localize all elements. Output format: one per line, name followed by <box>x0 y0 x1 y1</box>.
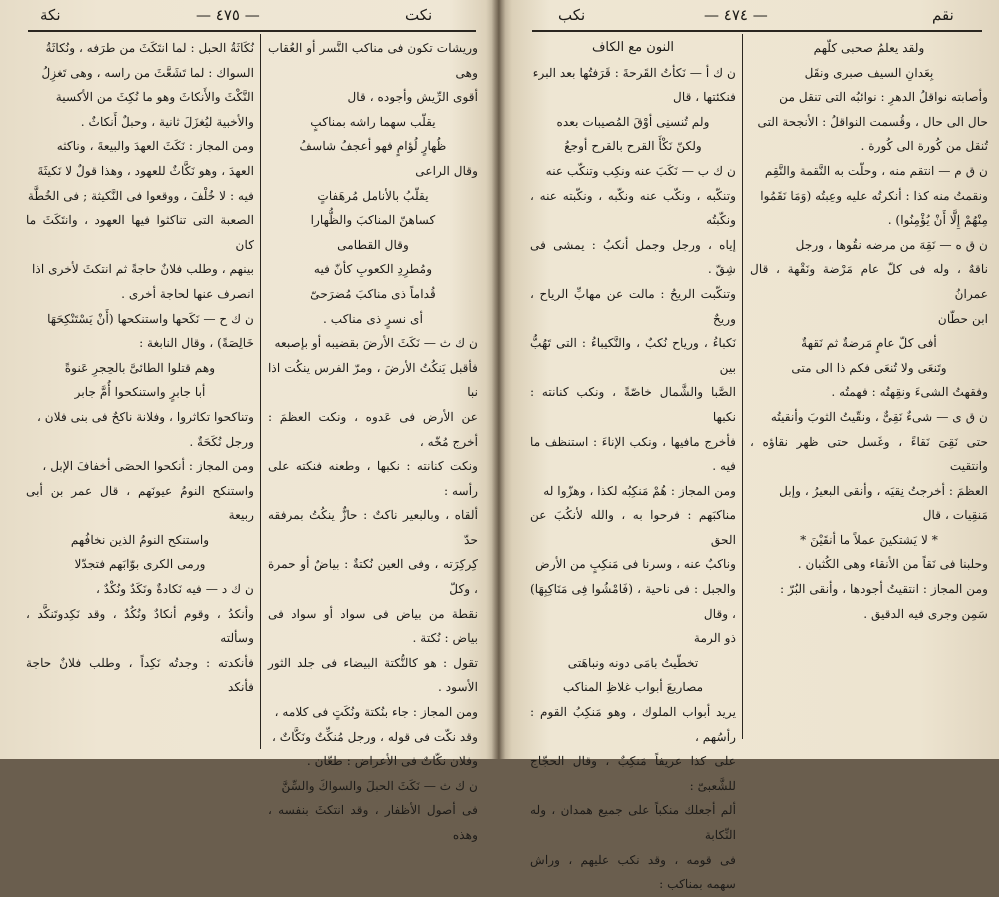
text-line: ن ك أ — نَكأتُ القَرحةَ : قَرَفتُها بعد البرء <box>532 65 736 80</box>
text-line: وتنكّبت الريحُ : مالت عن مهابِّ الرياح ، وريحٌ <box>530 286 736 326</box>
text-line: ورجل نُكَحَةٌ . <box>189 434 254 449</box>
page-number-left: — ٤٧٥ — <box>196 6 260 24</box>
text-line: ن ق م — انتقم منه ، وحلّت به النَّقمة والنَّقِم <box>764 163 988 178</box>
text-line: فيه : لا خُلْفَ ، ووقعوا فى النَّكيثة ; فى الخُطَّة <box>27 188 254 203</box>
text-line: وقال الراعى <box>415 163 478 178</box>
text-line: قُداماً ذى مناكبَ مُضرَحىّ <box>310 286 436 301</box>
text-line: ألم أجعلك منكباً على جميع همدان ، وله النِّكابة <box>530 803 736 842</box>
text-line: يقلّب سهما راشه بمناكبٍ <box>310 114 436 129</box>
text-line: الصَّبا والشَّمال خاصّةً ، ونكب كنانته : نكبها <box>530 385 736 424</box>
text-line: الصعبة التى تناكثوا فيها العهود ، وانتَكَثَ ما كان <box>26 213 254 252</box>
column-divider <box>742 34 743 739</box>
text-line: فأقبل يَنكُتُ الأرضَ ، ومرّ الفرس ينكُت اذا نبا <box>268 360 478 400</box>
text-line: ألقاه ، وبالبعير ناكتٌ : حازٌّ ينكُتُ بمرفقه حدّ <box>268 508 478 547</box>
text-line: والجبل : فى ناحية ، (فَامْشُوا فِى مَنَاكِبِهَا) ، وقال <box>530 582 736 621</box>
text-line: نقطة من بياض فى سواد أو سواد فى بياض : نُكتة . <box>268 606 478 646</box>
text-line: مِنْهُمْ إِلَّا أَنْ يُؤْمِنُوا) . <box>887 213 988 228</box>
left-page <box>0 0 497 842</box>
text-line: واستنكح النومُ عيونَهم ، قال عمر بن أبى ربيعة <box>26 483 254 523</box>
text-line: ومن المجاز : هُمْ مَنكِبُه لكذا ، وهزّوا له <box>543 483 736 498</box>
text-line: وهم قتلوا الطائىَّ بالحِجرِ عَنوةً <box>64 360 216 375</box>
text-line: ن ق ه — نَقِهَ من مرضه نقُوها ، ورجل <box>795 237 988 252</box>
text-line: ولقد يعلمُ صحبى كلّهم <box>813 41 925 55</box>
text-line: وقال القطامى <box>337 237 409 252</box>
text-line: مَنقِيات ، قال <box>922 508 988 523</box>
text-line: وتَنعَى ولا تُنعَى فكم ذا الى متى <box>791 360 947 375</box>
text-line: تُنقل من كُورة الى كُورة . <box>860 139 988 154</box>
text-line: النون مع الكاف <box>591 40 675 55</box>
text-line: سَمِن وجرى فيه الدقيق . <box>863 606 988 621</box>
text-line: ونقمتُ منه كذا : أنكرتُه عليه وعِبتُه (وَمَا نَقَمُوا <box>760 188 988 203</box>
left-page-column-b <box>268 36 478 848</box>
text-line: عن الأرض فى عَدوه ، ونكت العظمَ : أخرج مُخّه ، <box>268 409 478 449</box>
text-line: أبا جابرٍ واستنكحوا أُمَّ جابر <box>74 385 206 400</box>
text-line: ورمى الكرى بوّابَهم فتجدّلا <box>74 557 206 572</box>
page-number-right: — ٤٧٤ — <box>704 6 768 24</box>
text-line: ن ك ب — نَكَبَ عنه ونكِب وتنكّب عنه <box>545 163 736 178</box>
text-line: وتنكّبه ، ونكّب عنه ونكّبه ، ونكّبته عنه ، ونكّبتُه <box>530 188 736 228</box>
text-line: السواك : لما تَشَعَّثَ من راسه ، وهى تَغزِلُ <box>41 65 254 80</box>
text-line: العظمَ : أخرجتُ نِقيَه ، وأنقى البعيرُ ، وإبل <box>779 483 988 498</box>
header-rule <box>532 30 982 32</box>
header-keyword-left: نكة <box>40 6 61 24</box>
text-line: والأخبية ليُغزَلَ ثانية ، وحبلٌ أَنكاثٌ . <box>80 114 254 129</box>
text-line: حال الى حال ، وقُسمت النواقلُ : الأنجحة التى <box>757 114 988 129</box>
text-line: حتى نَقِىَ نَقاءً ، وغَسل حتى ظهر نقاؤه ، وانتقيت <box>750 434 988 474</box>
text-line: النَّكْثَ والأَنكاثَ وهو ما نُكِثَ من الأكسية <box>55 90 254 105</box>
text-line: وحلبنا فى نَقاً من الأنقاء وهى الكُثبان . <box>797 557 988 572</box>
header-rule <box>28 30 476 32</box>
text-line: انصرف عنها لحاجة أخرى . <box>121 286 254 301</box>
text-line: فى أصول الأظفار ، وقد انتكثَ بنفسه ، وهذه <box>268 803 478 842</box>
text-line: ن ك ح — نَكَحها واستنكحها (أَنْ يَسْتَنْكِحَهَا <box>47 311 254 326</box>
text-line: كِركِرَته ، وفى العين نُكتةٌ : بياضٌ أو حمرة ، وكلّ <box>268 557 478 597</box>
text-line: ن ك د — فيه نَكادةٌ ونَكَدٌ ونُكْدٌ ، <box>95 582 254 597</box>
text-line: ن ك ث — نَكَثَ الأرضَ بقضيبه أو بإصبعه <box>274 336 478 351</box>
right-page <box>502 0 999 892</box>
text-line: ناقهٌ ، وله فى كلّ عام مَرْضة ونَقْهة ، قال عمرانُ <box>750 262 988 301</box>
text-line: يقلّبُ بالأنامل مُرهَفاتٍ <box>317 188 429 203</box>
text-line: وريشات تكون فى مناكب النَّسر أو العُقاب وهى <box>268 41 478 80</box>
text-line: وتناكحوا تكاثروا ، وفلانة ناكحٌ فى بنى فلان ، <box>36 409 254 424</box>
text-line: ابن حطّان <box>937 311 988 326</box>
header-keyword-left: نكب <box>558 6 586 24</box>
text-line: ونكت كنانته : نكبها ، وطعنه فنكته على رأسه : <box>268 459 478 498</box>
text-line: تخطّيتُ بامَى دونه ونباهَتى <box>567 655 699 670</box>
text-line: نَكباءُ ، ورياح نُكبٌ ، والنَّكيباءُ : التى تَهُبُّ بين <box>530 336 736 375</box>
text-line: فى قومه ، وقد نكب عليهم ، وراش سهمه بمناكب : <box>530 852 736 892</box>
text-line: أقوى الرِّيش وأجوده ، قال <box>347 90 478 105</box>
text-line: كساهنّ المناكبَ والظُّهارا <box>310 213 436 228</box>
text-line: ذو الرمة <box>693 631 736 646</box>
text-line: فنكئتها ، قال <box>673 90 736 105</box>
header-keyword-right: نقم <box>932 6 954 24</box>
text-line: تقول : هو كالنُّكتة البيضاء فى جلد الثور الأسود . <box>268 655 478 695</box>
text-line: وفلان نكّاتٌ فى الأعراض : طعّان . <box>306 754 478 769</box>
text-line: واستنكح النومُ الذين نخافُهم <box>70 532 210 547</box>
text-line: ولم تُنسنِى أوْقَ المُصيبات بعده <box>556 114 710 129</box>
text-line: مناكبَهم : فرحوا به ، والله لأنكُبَ عن الحق <box>530 508 736 547</box>
text-line: ومن المجاز : نَكَثَ العهدَ والبيعةَ ، وناكثه <box>56 139 254 154</box>
text-line: ومن المجاز : انتقيتُ أجودها ، وأنقى البُرّ : <box>780 582 988 597</box>
text-line: أى نسرٍ ذى مناكب . <box>323 311 423 326</box>
text-line: وأنكدُ ، وقوم أنكادٌ ونُكُدٌ ، وقد نَكِدوتَنكَّد ، وسألته <box>26 606 254 646</box>
text-line: إياه ، ورجل وجمل أنكبُ : يمشى فى شِقّ . <box>530 237 736 277</box>
text-line: ومن المجاز : أنكحوا الحصَى أخفافَ الإبل ، <box>42 459 254 474</box>
text-line: مصاريعَ أبواب غلاظِ المناكب <box>562 680 704 695</box>
text-line: ومُطرِدِ الكعوبِ كأنّ فيه <box>313 262 433 277</box>
text-line: وقد نكّت فى قوله ، ورجل مُنكِّتٌ ونَكَّاتٌ ، <box>271 729 478 744</box>
text-line: فأخرج مافيها ، ونكب الإناءَ : استنظف ما فيه . <box>530 434 736 474</box>
right-page-column-b <box>750 36 988 626</box>
text-line: وأصابته نواقلُ الدهرِ : نوائبُه التى تنقل من <box>779 90 988 105</box>
text-line: ن ك ث — نَكَثَ الحبلَ والسواكَ والسِّنَّ <box>281 778 478 793</box>
text-line: ولكنّ نَكْأَ القرح بالقرح أوجعُ <box>564 139 702 154</box>
text-line: وناكبٌ عنه ، وسرنا فى مَنكِبٍ من الأرض <box>535 557 736 572</box>
text-line: * لا يَشتكينَ عملاً ما أنقَيْنَ * <box>800 532 938 547</box>
text-line: فأنكدته : وجدتُه نَكِداً ، وطلب فلانٌ حاجة فأنكد <box>26 655 254 695</box>
text-line: العهدَ ، وهو نَكَّاثٌ للعهود ، وهذا قولٌ لا نَكيثَةَ <box>37 163 254 178</box>
column-divider <box>260 34 261 749</box>
text-line: ظُهارٍ لُؤامٍ فهو أعجفُ شاسفُ <box>299 139 447 154</box>
text-line: بينهم ، وطلب فلانٌ حاجةً ثم انتكثَ لأخرى اذا <box>32 262 254 277</box>
text-line: ومن المجاز : جاء بنُكتة ونُكَتٍ فى كلامه ، <box>274 705 478 720</box>
text-line: خَالِصَةً) ، وقال النابغة : <box>139 336 254 351</box>
text-line: بِعَدانِ السيف صبرى ونقَل <box>804 65 934 80</box>
header-keyword-right: نكت <box>405 6 433 24</box>
text-line: نُكَاثَةُ الحبل : لما انتَكَثَ من طرَفه ، ونُكاثَةُ <box>45 41 254 55</box>
text-line: يريد أبواب الملوك ، وهو مَنكِبُ القوم : رأسُهم ، <box>530 705 736 744</box>
left-page-column-a <box>26 36 254 700</box>
text-line: أفى كلّ عامٍ مَرضةٌ ثم نَقهةٌ <box>801 336 937 351</box>
text-line: على كذا عريفاً مَنكِبٌ ، وقال الحجّاج للشَّعبىّ : <box>530 754 736 793</box>
text-line: وفقهتُ الشىءَ ونقِهتُه : فهمتُه . <box>831 385 988 400</box>
text-line: ن ق ى — شىءٌ نَقِىٌّ ، ونقّيتُ الثوبَ وأنقيتُه <box>770 409 988 424</box>
right-page-column-a <box>530 36 736 897</box>
